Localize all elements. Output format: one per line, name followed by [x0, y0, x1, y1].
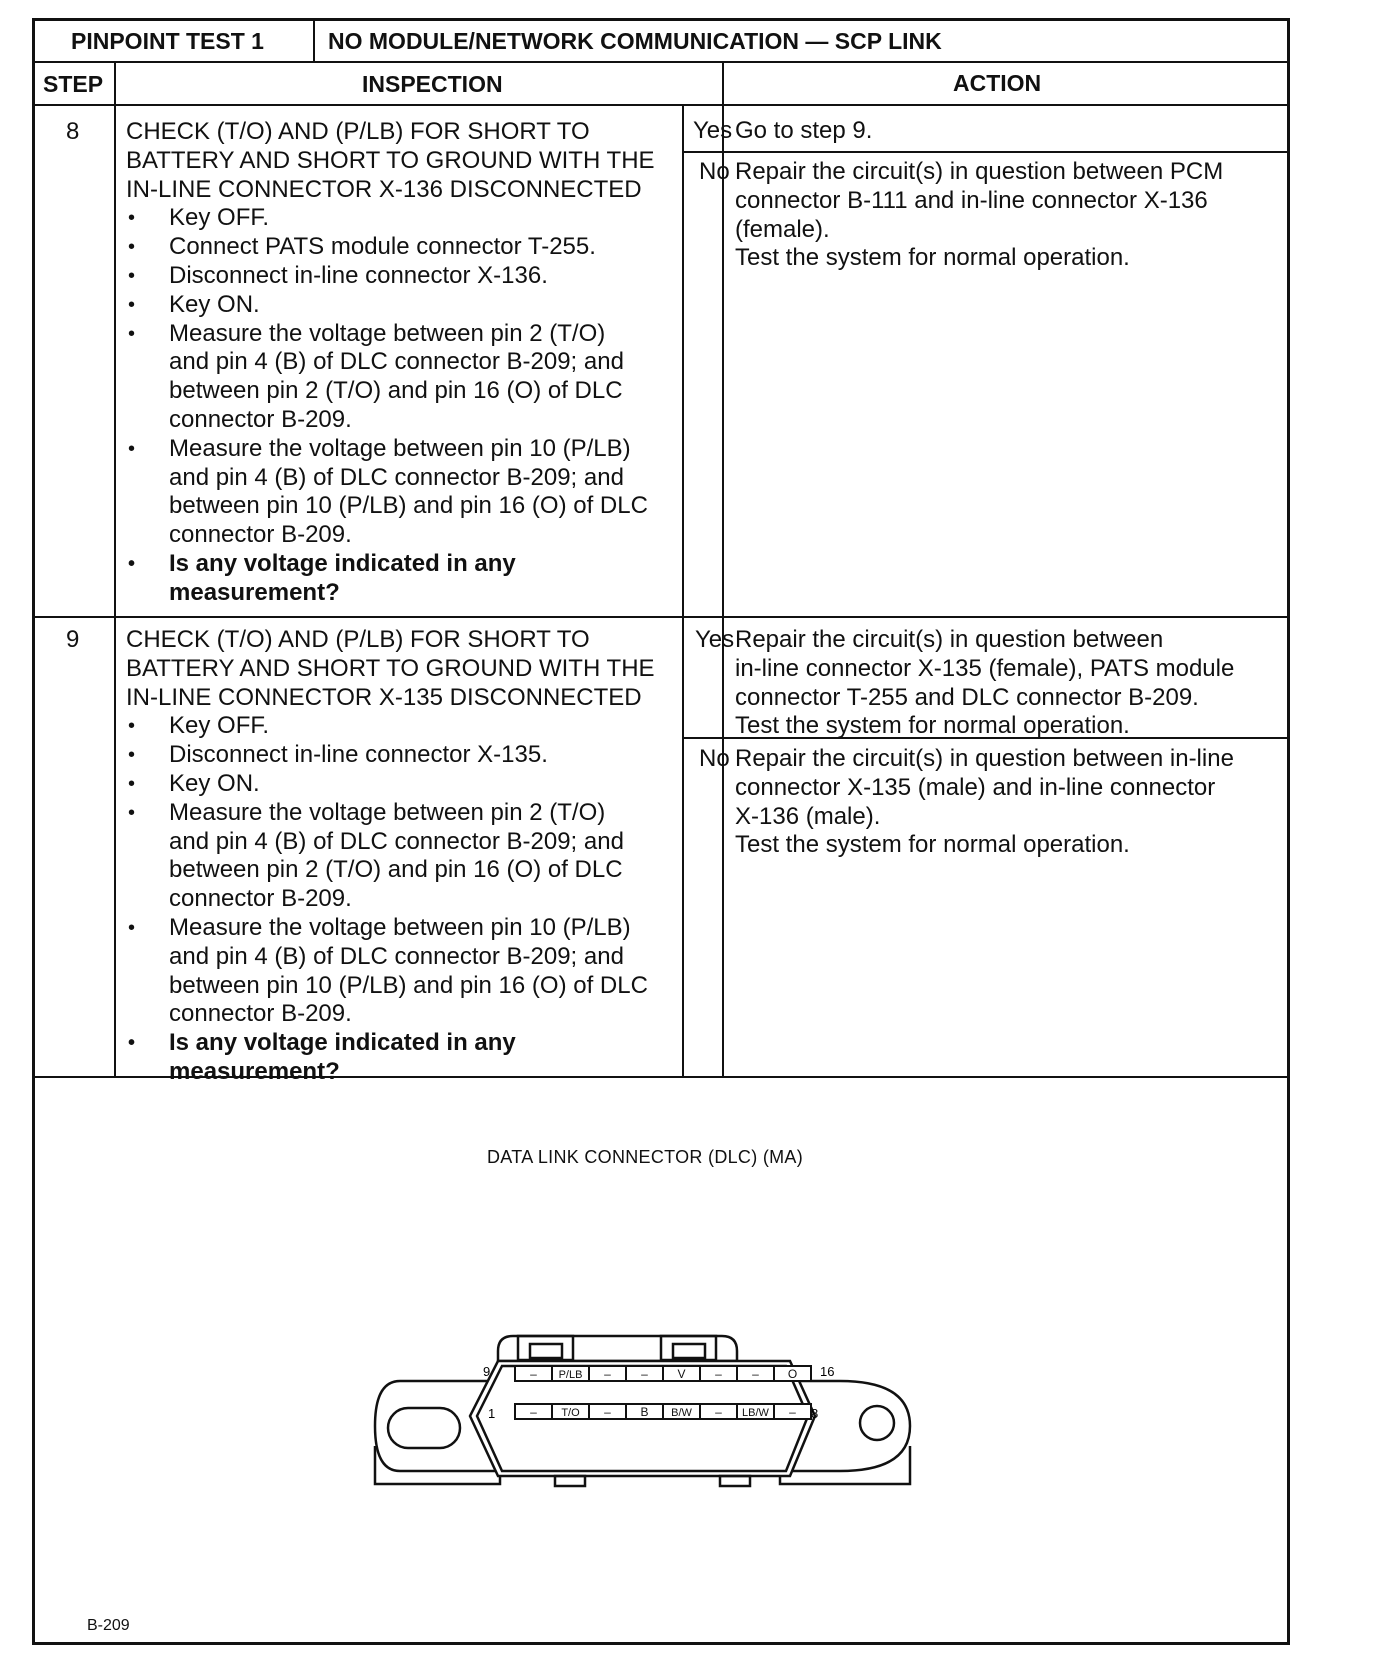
- pin-top-label: –: [752, 1367, 759, 1381]
- bullet-item: • Key ON.: [126, 770, 655, 799]
- bullet-item: • Disconnect in-line connector X-135.: [126, 741, 655, 770]
- pin-bottom-label: –: [530, 1405, 537, 1419]
- step-column-rule: [114, 62, 116, 1077]
- connector-id-footer: B-209: [87, 1617, 130, 1634]
- pin-bottom-label: B/W: [671, 1407, 692, 1419]
- bullet-item: • Key ON.: [126, 291, 655, 320]
- pin-top-label: –: [715, 1367, 722, 1381]
- pin-9-label: 9: [483, 1364, 491, 1379]
- bullet-item: • Connect PATS module connector T-255.: [126, 233, 655, 262]
- pinpoint-test-id: PINPOINT TEST 1: [71, 28, 264, 54]
- step-number: 8: [66, 118, 80, 145]
- step8-bullets: [126, 204, 655, 607]
- bullet-item: • Measure the voltage between pin 10 (P/LB) and pin 4 (B) of DLC connector B-209; and between pin 10 (P/LB) and pin 16 (O) of DLC connector B-209.: [126, 914, 655, 1029]
- pin-top-label: V: [677, 1367, 686, 1381]
- step-column-header: STEP: [43, 71, 104, 97]
- check-line: IN-LINE CONNECTOR X-135 DISCONNECTED: [126, 683, 642, 711]
- no-label: No: [699, 745, 730, 772]
- check-line: CHECK (T/O) AND (P/LB) FOR SHORT TO: [126, 118, 590, 145]
- step9-bullets: [126, 712, 655, 1086]
- dlc-connector-diagram: [370, 1326, 930, 1506]
- step8-bottom-rule: [35, 616, 1287, 618]
- check-line: BATTERY AND SHORT TO GROUND WITH THE: [126, 146, 655, 174]
- yes-label: Yes: [695, 626, 735, 653]
- pin-bottom-label: T/O: [561, 1407, 580, 1419]
- action-column-header: ACTION: [953, 70, 1042, 96]
- bullet-item: • Key OFF.: [126, 204, 655, 233]
- bullet-question: • Is any voltage indicated in any measurement?: [126, 1029, 655, 1087]
- bullet-item: • Measure the voltage between pin 10 (P/LB) and pin 4 (B) of DLC connector B-209; and between pin 10 (P/LB) and pin 16 (O) of DLC connector B-209.: [126, 435, 655, 550]
- yes-label: Yes: [693, 117, 733, 144]
- step9-no-action: Repair the circuit(s) in question between in-line connector X-135 (male) and in-line connector X-136 (male). Test the system for normal operation.: [735, 745, 1234, 859]
- pinpoint-test-table: [32, 18, 1290, 1645]
- header-divider: [313, 21, 315, 62]
- pin-1-label: 1: [488, 1406, 496, 1421]
- bullet-question: • Is any voltage indicated in any measurement?: [126, 550, 655, 608]
- pin-bottom-label: LB/W: [742, 1407, 769, 1419]
- bullet-item: • Disconnect in-line connector X-136.: [126, 262, 655, 291]
- no-label: No: [699, 158, 730, 185]
- step8-no-action: Repair the circuit(s) in question between PCM connector B-111 and in-line connector X-136 (female). Test the system for normal operation.: [735, 158, 1224, 272]
- pin-8-label: 8: [811, 1406, 819, 1421]
- step9-yes-action: Repair the circuit(s) in question between in-line connector X-135 (female), PATS module connector T-255 and DLC connector B-209. Test the system for normal operation.: [735, 626, 1235, 740]
- bullet-item: • Key OFF.: [126, 712, 655, 741]
- pin-16-label: 16: [820, 1364, 835, 1379]
- pin-top-label: P/LB: [558, 1369, 583, 1381]
- pin-top-label: –: [641, 1367, 648, 1381]
- pinpoint-test-title: NO MODULE/NETWORK COMMUNICATION — SCP LINK: [328, 28, 942, 54]
- pin-top-label: –: [604, 1367, 611, 1381]
- step8-yes-no-rule: [682, 151, 1287, 153]
- step8-inspection: [126, 118, 655, 608]
- figure-title: DATA LINK CONNECTOR (DLC) (MA): [487, 1147, 804, 1167]
- header-row-rule: [35, 61, 1287, 63]
- check-line: BATTERY AND SHORT TO GROUND WITH THE: [126, 654, 655, 682]
- step-number: 9: [66, 626, 80, 653]
- pin-bottom-label: –: [789, 1405, 796, 1419]
- inspection-column-header: INSPECTION: [362, 71, 503, 97]
- step9-inspection: [126, 626, 655, 1087]
- pin-bottom-label: B: [640, 1405, 649, 1419]
- column-header-rule: [35, 104, 1287, 106]
- action-column-rule: [722, 62, 724, 1077]
- step8-yes-action: Go to step 9.: [735, 117, 873, 144]
- bullet-item: • Measure the voltage between pin 2 (T/O) and pin 4 (B) of DLC connector B-209; and between pin 2 (T/O) and pin 16 (O) of DLC connector B-209.: [126, 799, 655, 914]
- pin-bottom-label: –: [715, 1405, 722, 1419]
- pin-top-label: –: [530, 1367, 537, 1381]
- yes-no-column-rule: [682, 105, 684, 1077]
- pin-top-label: O: [787, 1367, 798, 1381]
- check-line: CHECK (T/O) AND (P/LB) FOR SHORT TO: [126, 626, 590, 653]
- bullet-item: • Measure the voltage between pin 2 (T/O) and pin 4 (B) of DLC connector B-209; and between pin 2 (T/O) and pin 16 (O) of DLC connector B-209.: [126, 320, 655, 435]
- check-line: IN-LINE CONNECTOR X-136 DISCONNECTED: [126, 175, 642, 203]
- pin-bottom-label: –: [604, 1405, 611, 1419]
